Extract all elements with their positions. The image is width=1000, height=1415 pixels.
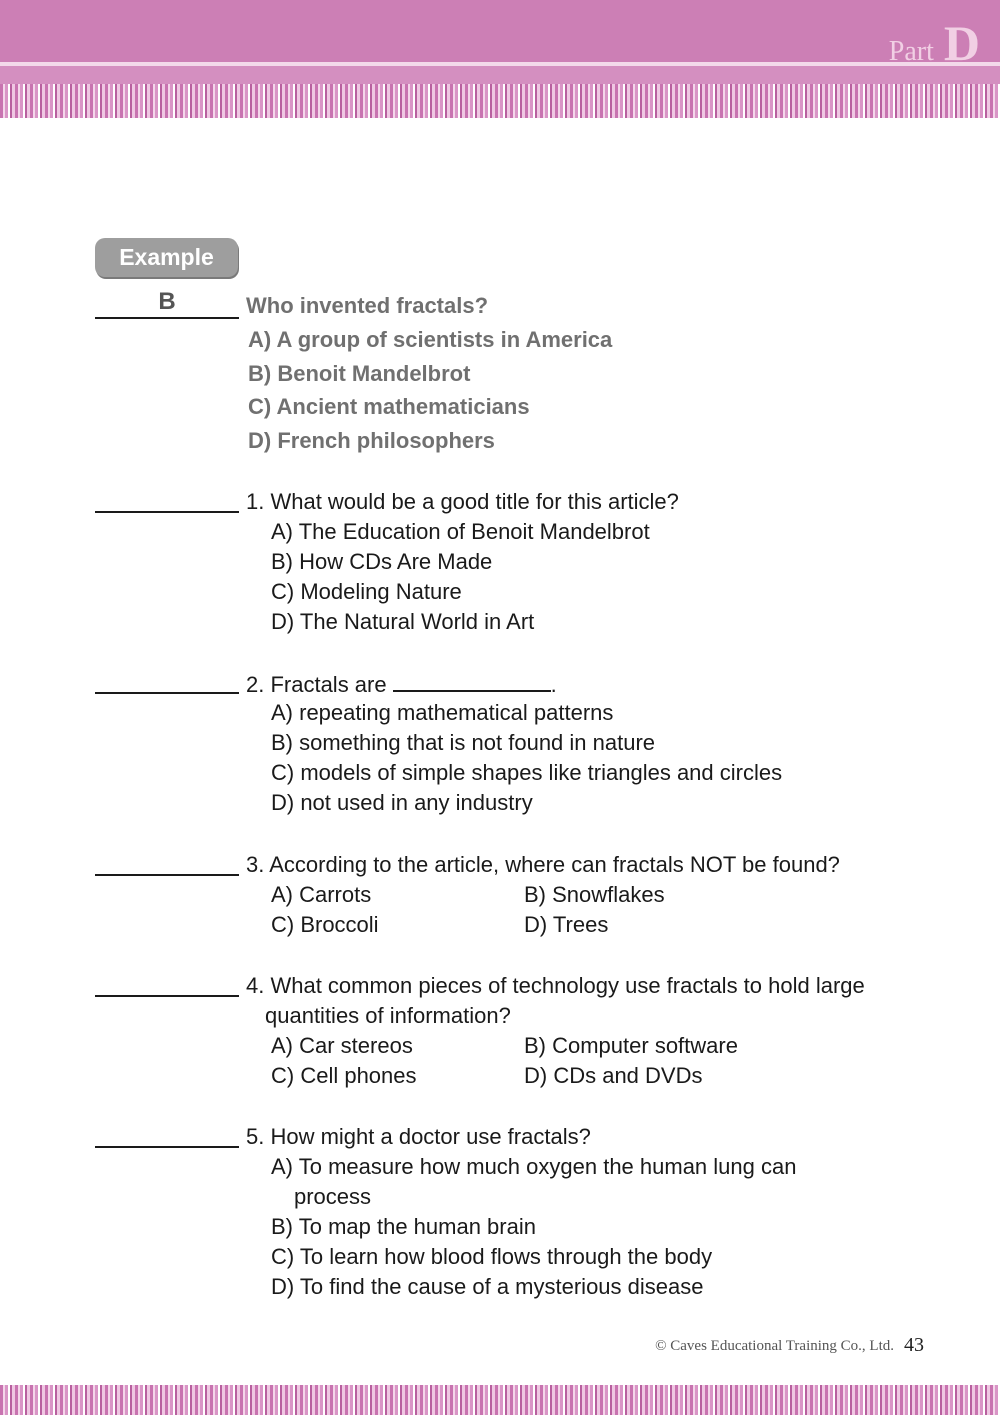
- example-badge: Example: [95, 238, 238, 277]
- q1-option-c: C) Modeling Nature: [271, 579, 462, 604]
- q3-option-c: C) Broccoli: [271, 912, 379, 937]
- q2-option-d: D) not used in any industry: [271, 790, 533, 815]
- answer-blank-q1[interactable]: [95, 511, 239, 513]
- example-answer-blank: [95, 317, 239, 319]
- q4-stem-line2: quantities of information?: [265, 1003, 511, 1028]
- part-letter: D: [943, 15, 980, 71]
- part-label: [889, 14, 980, 72]
- q4-stem-line1: 4. What common pieces of technology use fractals to hold large: [246, 973, 865, 998]
- part-word: Part: [888, 36, 934, 67]
- page-number: 43: [904, 1334, 924, 1356]
- q3-option-d: D) Trees: [524, 912, 609, 937]
- example-option-c: C) Ancient mathematicians: [248, 394, 530, 419]
- header-band: [0, 0, 1000, 62]
- example-option-b: B) Benoit Mandelbrot: [248, 361, 471, 386]
- answer-blank-q2[interactable]: [95, 692, 239, 694]
- copyright-notice: © Caves Educational Training Co., Ltd.: [655, 1338, 894, 1354]
- q3-option-b: B) Snowflakes: [524, 882, 665, 907]
- q2-option-c: C) models of simple shapes like triangles and circles: [271, 760, 783, 785]
- q5-option-d: D) To find the cause of a mysterious disease: [271, 1274, 704, 1299]
- example-option-a: A) A group of scientists in America: [248, 327, 613, 352]
- q2-stem-text: 2. Fractals are: [246, 672, 387, 697]
- q4-option-a: A) Car stereos: [271, 1033, 413, 1058]
- q2-fill-blank: [393, 670, 551, 692]
- q3-option-a: A) Carrots: [271, 882, 372, 907]
- q5-option-a-line2: process: [294, 1184, 372, 1209]
- answer-blank-q4[interactable]: [95, 995, 239, 997]
- q2-option-a: A) repeating mathematical patterns: [271, 700, 614, 725]
- q4-option-c: C) Cell phones: [271, 1063, 417, 1088]
- q5-option-b: B) To map the human brain: [271, 1214, 536, 1239]
- example-option-d: D) French philosophers: [248, 428, 495, 453]
- example-answer: B: [158, 288, 176, 315]
- footer-stripes: [0, 1385, 1000, 1415]
- q5-option-c: C) To learn how blood flows through the body: [271, 1244, 713, 1269]
- q5-stem: 5. How might a doctor use fractals?: [246, 1124, 591, 1149]
- q1-option-d: D) The Natural World in Art: [271, 609, 535, 634]
- q1-stem: 1. What would be a good title for this article?: [246, 489, 679, 514]
- q5-option-a-line1: A) To measure how much oxygen the human lung can: [271, 1154, 797, 1179]
- header-band-lower: [0, 66, 1000, 84]
- q2-option-b: B) something that is not found in nature: [271, 730, 656, 755]
- answer-blank-q5[interactable]: [95, 1146, 239, 1148]
- q1-option-b: B) How CDs Are Made: [271, 549, 493, 574]
- q4-option-b: B) Computer software: [524, 1033, 738, 1058]
- q2-stem: [246, 670, 557, 698]
- header-stripes: [0, 84, 1000, 118]
- q1-option-a: A) The Education of Benoit Mandelbrot: [271, 519, 650, 544]
- q3-stem: 3. According to the article, where can fractals NOT be found?: [246, 852, 840, 877]
- answer-blank-q3[interactable]: [95, 874, 239, 876]
- example-question: Who invented fractals?: [246, 293, 489, 318]
- q4-option-d: D) CDs and DVDs: [524, 1063, 703, 1088]
- q2-stem-period: .: [550, 672, 557, 697]
